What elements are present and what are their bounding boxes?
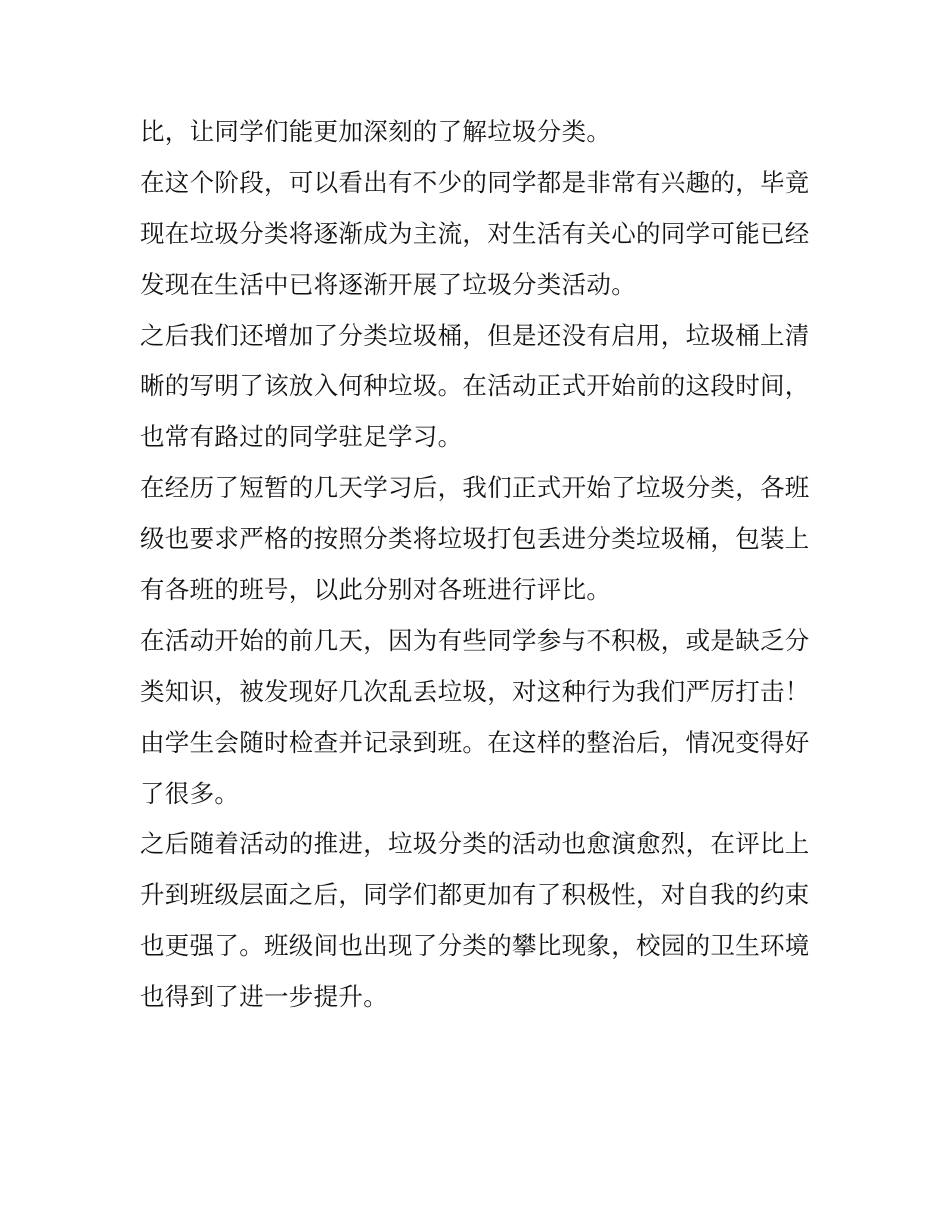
- text-line: 有各班的班号，以此分别对各班进行评比。: [140, 575, 612, 605]
- text-line: 在活动开始的前几天，因为有些同学参与不积极，或是缺乏分: [140, 625, 810, 655]
- text-line: 在经历了短暂的几天学习后，我们正式开始了垃圾分类，各班: [140, 473, 810, 503]
- text-line: 也得到了进一步提升。: [140, 982, 388, 1012]
- text-line: 由学生会随时检查并记录到班。在这样的整治后，情况变得好: [140, 727, 810, 757]
- text-line: 也更强了。班级间也出现了分类的攀比现象，校园的卫生环境: [140, 931, 810, 961]
- text-line: 比，让同学们能更加深刻的了解垃圾分类。: [140, 117, 612, 146]
- text-line: 了很多。: [140, 778, 240, 808]
- text-line: 晰的写明了该放入何种垃圾。在活动正式开始前的这段时间，: [140, 371, 810, 401]
- text-line: 类知识，被发现好几次乱丢垃圾，对这种行为我们严厉打击！: [140, 676, 810, 706]
- text-line: 也常有路过的同学驻足学习。: [140, 422, 463, 452]
- text-line: 级也要求严格的按照分类将垃圾打包丢进分类垃圾桶，包装上: [140, 524, 810, 554]
- document-body: [140, 107, 820, 1023]
- text-line: 现在垃圾分类将逐渐成为主流，对生活有关心的同学可能已经: [140, 218, 810, 248]
- text-line: 发现在生活中已将逐渐开展了垃圾分类活动。: [140, 269, 636, 299]
- text-line: 升到班级层面之后，同学们都更加有了积极性，对自我的约束: [140, 880, 810, 910]
- text-line: 之后随着活动的推进，垃圾分类的活动也愈演愈烈，在评比上: [140, 829, 810, 859]
- text-line: 之后我们还增加了分类垃圾桶，但是还没有启用，垃圾桶上清: [140, 320, 810, 350]
- text-line: 在这个阶段，可以看出有不少的同学都是非常有兴趣的，毕竟: [140, 167, 810, 197]
